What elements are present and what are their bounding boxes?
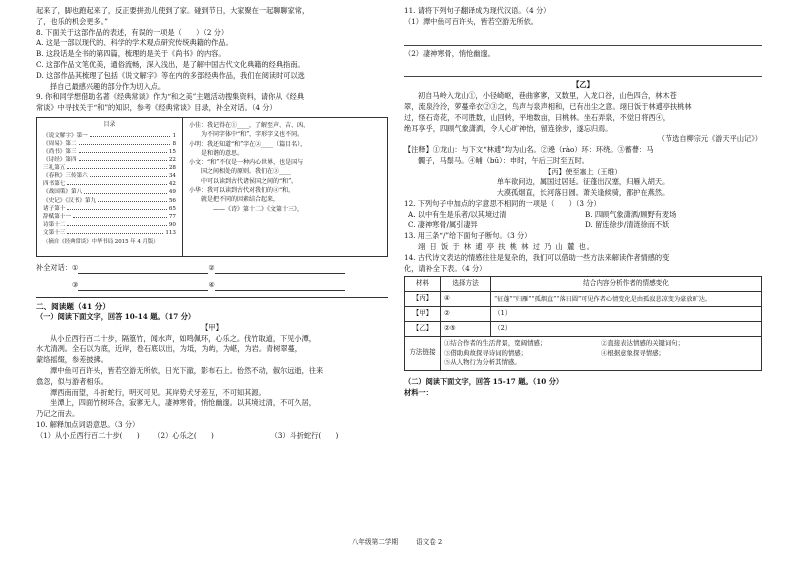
- q12-stem: 12. 下列句子中加点的字意思不相同的一项是（ ）（3 分）: [404, 198, 601, 208]
- jia-line: 翕忽，似与游者相乐。: [36, 376, 108, 386]
- table-row: [405, 322, 762, 337]
- catalog-entry: [43, 172, 176, 180]
- catalog-entry: [43, 180, 176, 188]
- q10-stem: 10. 解释加点词语意思。（3 分）: [36, 419, 140, 429]
- q13-stem: 13. 用三条“/”给下面句子断句。（3 分）: [404, 231, 532, 241]
- q14-stem-2: 化，请补全下表。（4 分）: [404, 263, 487, 273]
- catalog-entry-leader: [67, 229, 163, 234]
- bing-title: 【丙】使至塞上（王维）: [544, 167, 622, 176]
- catalog-title: 目录: [103, 120, 116, 128]
- catalog-entry-page: 22: [168, 156, 176, 163]
- catalog-entry-name: 辞赋第十一: [43, 213, 71, 220]
- yi-notes: [404, 145, 762, 167]
- dialog-line: 小明：我还知道“和”字在②____（篇目名），: [189, 140, 307, 148]
- jia-line: 水尤清冽。全石以为底，近岸，卷石底以出，为坻，为屿，为嵁，为岩。青树翠蔓，: [36, 344, 302, 354]
- cell-method: ②⑤: [441, 322, 491, 337]
- th-method: 选择方法: [441, 277, 491, 292]
- catalog-entry-name: 《尚书》第三: [43, 148, 77, 155]
- q13-sentence: 翊 日 饭 于 林 逋 亭 扶 桃 林 过 乃 山 麓 也。: [418, 242, 595, 252]
- fill-blank-2[interactable]: [215, 264, 345, 274]
- catalog-entry-leader: [67, 164, 166, 169]
- cell-analysis: “征蓬”“归雁”“孤烟直”“落日圆”可见作者心情变化是由孤寂悲凉变为豪放旷达。: [491, 292, 762, 307]
- yi-title: 【乙】: [572, 80, 594, 90]
- catalog-entry-name: 四书第七: [43, 181, 66, 188]
- catalog-entry-name: 《战国策》第八: [43, 189, 83, 196]
- left-column: [36, 6, 388, 442]
- cell-analysis[interactable]: （2）: [491, 322, 762, 337]
- q9-stem-2: 常谈》中寻找关于“和”的知识，参考《经典常谈》目录，补全对话。（4 分）: [36, 103, 277, 113]
- jia-line: 蒙络摇缀，参差披拂。: [36, 355, 108, 365]
- catalog-entry: [43, 188, 176, 196]
- q14-stem-1: 14. 古代诗文表达的情感往往是复杂的，我们可以借助一些方法来解读作者情感的变: [404, 252, 670, 262]
- catalog-entry-page: 42: [168, 181, 176, 188]
- catalog-entry-leader: [79, 156, 167, 161]
- dialog-line: 小文：“和”不仅是一种内心世界，也是国与: [189, 159, 304, 167]
- q10-item-1: （1）从小丘西行百二十步( ): [36, 430, 140, 440]
- intro-line-1: 起来了，脚也跑起来了，反正要拼劲儿使到了家。碰到节日，大家聚在一起聊聊家常，: [36, 6, 310, 15]
- catalog-entry-name: 《诗经》第四: [43, 156, 77, 163]
- catalog-entry-leader: [84, 188, 167, 193]
- q8-option-d: D. 这部作品其梳理了包括《说文解字》等在内的多部经典作品，我们在阅读时可以选: [36, 70, 305, 80]
- q10-items: [36, 431, 388, 442]
- catalog-entry-leader: [90, 172, 167, 177]
- catalog-entry-leader: [67, 205, 166, 210]
- q8-stem: 8. 下面关于这部作品的表述，有误的一项是（ ）（2 分）: [36, 27, 229, 37]
- q14-table: [404, 276, 762, 370]
- fill-blank-4[interactable]: [215, 281, 345, 291]
- divider: [36, 297, 388, 298]
- catalog-entry-page: 28: [168, 165, 176, 172]
- yi-text: [404, 91, 762, 145]
- q8-option-a: A. 这是一部以现代的、科学的学术观点研究传统典籍的作品。: [36, 38, 233, 48]
- q12-row-2: [404, 220, 762, 231]
- catalog-entry-name: 文第十三: [43, 229, 66, 236]
- footer-grade: 八年级第二学期: [351, 538, 398, 546]
- cell-method-label: 方法链接: [405, 337, 441, 371]
- q12-row-1: [404, 210, 762, 221]
- th-analysis: 结合内容分析作者的情感变化: [491, 277, 762, 292]
- table-header-row: [405, 277, 762, 292]
- catalog-entry-name: 诸子第十: [43, 205, 66, 212]
- cell-method: ②: [441, 307, 491, 322]
- table-row-methods: [405, 337, 762, 371]
- fill-blank-1[interactable]: [78, 264, 208, 274]
- q10-item-3: （3）斗折蛇行( ): [270, 430, 339, 440]
- catalog-entry-leader: [79, 140, 171, 145]
- catalog-entry: [43, 164, 176, 172]
- jia-text: [36, 334, 388, 420]
- cell-material: 【甲】: [405, 307, 441, 322]
- table-row: [405, 307, 762, 322]
- catalog-entry-page: 15: [168, 148, 176, 155]
- catalog-entry-name: 《周易》第二: [43, 140, 77, 147]
- catalog-entry-name: 诗第十二: [43, 221, 66, 228]
- sub2-title: （二）阅读下面文字，回答 15-17 题。（10 分）: [404, 376, 564, 386]
- q9-stem-1: 9. 你和同学想借助名著《经典常谈》作为“和之美”主题活动搜集资料，请你从《经典: [36, 92, 305, 102]
- fill-mark-4: ④: [208, 279, 215, 289]
- catalog-entry-name: 《说文解字》第一: [43, 132, 88, 139]
- intro-line-2: 了，也乐的机会更多。”: [36, 16, 108, 26]
- jia-line: 潭西南而望，斗折蛇行，明灭可见。其岸势犬牙差互，不可知其源。: [50, 387, 266, 397]
- catalog-entry-page: 65: [168, 205, 176, 212]
- q11-answer-2[interactable]: [404, 67, 762, 77]
- dialog-line: 国之间相处的原则。我们在③____: [189, 168, 292, 176]
- jia-line: 潭中鱼可百许头，皆若空游无所依，日光下澈，影布石上。佁然不动，俶尔远逝，往来: [50, 365, 324, 375]
- jia-title: 【甲】: [201, 322, 223, 332]
- catalog-entry-name: 《史记》《汉书》第九: [43, 197, 97, 204]
- catalog-entry-page: 113: [165, 229, 176, 236]
- bing-line-2: 大漠孤烟直，长河落日圆。萧关逢候骑，都护在燕然。: [496, 188, 670, 198]
- catalog-entry-leader: [79, 148, 167, 153]
- catalog-entry: [43, 229, 176, 237]
- q10-item-2: （2）心乐之( ): [153, 430, 214, 440]
- catalog-entry-page: 34: [168, 173, 176, 180]
- dialog-line: 中可以读到古代诸侯国之间的“和”。: [189, 177, 298, 185]
- dialog-line: 小华：我可以读到古代对我们的④“和，: [189, 187, 295, 195]
- method-row-1: [444, 339, 758, 349]
- dialog-line: 就是把不同的因素结合起来，: [189, 196, 280, 204]
- catalog-entry: [43, 148, 176, 156]
- catalog-entry: [43, 197, 176, 205]
- catalog-entry-page: 90: [168, 221, 176, 228]
- jia-line: 乃记之而去。: [36, 409, 80, 419]
- yi-line: 翠，流泉泠泠，萝蔓牵衣②③之，鸟声与泉声相和，已有出尘之意。翊日饭于林逋亭扶桃林: [404, 101, 692, 111]
- q11-item-1: （1）潭中鱼可百许头，皆若空游无所依。: [404, 16, 538, 26]
- cell-method[interactable]: ④: [441, 292, 491, 307]
- catalog-entry: [43, 205, 176, 213]
- catalog-entry-leader: [90, 132, 171, 137]
- catalog-entry-page: 8: [172, 140, 176, 147]
- q12-option-c: C. 凄神寒骨/属引凄异: [408, 220, 478, 230]
- catalog-entry-leader: [98, 197, 167, 202]
- catalog-entry-name: 《春秋》三传第六: [43, 173, 88, 180]
- method-item: ⑤从人物行为分析其情感。: [444, 358, 521, 367]
- q11-stem: 11. 请将下列句子翻译成为现代汉语。（4 分）: [404, 6, 551, 15]
- th-material: 材料: [405, 277, 441, 292]
- method-item: ④根据意象探寻情感；: [601, 348, 665, 357]
- footer-paper: 语文卷 2: [416, 538, 443, 546]
- catalog-entry: [43, 132, 176, 140]
- yi-note-line: 髑子，马鬃马。④晡（bū）：申时，午后三时至五时。: [418, 155, 589, 165]
- cell-method-list: [441, 337, 762, 371]
- q9-fill-row: [36, 263, 388, 274]
- catalog-entry-leader: [73, 213, 167, 218]
- q8-option-b: B. 这段话是全书的第四篇，梳理的是关于《尚书》的内容。: [36, 49, 226, 59]
- method-item: ②直接表达情感的关键词句；: [601, 339, 685, 347]
- fill-mark-3: ③: [72, 279, 79, 289]
- catalog-entry-page: 49: [168, 189, 176, 196]
- cell-material: 【乙】: [405, 322, 441, 337]
- jia-line: 从小丘西行百二十步，隔篁竹，闻水声，如鸣佩环，心乐之。伐竹取道，下见小潭，: [50, 333, 316, 343]
- q8-option-d-cont: 择自己最感兴趣的部分作为切入点。: [50, 81, 166, 91]
- fill-blank-3[interactable]: [78, 281, 208, 291]
- catalog-note: （摘自《经典常谈》中华书局 2015 年 4 月版）: [43, 239, 159, 246]
- catalog-entry: [43, 140, 176, 148]
- fill-mark-1: ①: [71, 262, 79, 272]
- catalog-entry-page: 1: [172, 132, 176, 139]
- catalog-entry: [43, 156, 176, 164]
- fill-mark-2: ②: [208, 262, 215, 272]
- dialog-line: ——《诗》第十二》《文第十三》，: [189, 205, 304, 213]
- q11-answer-1[interactable]: [404, 36, 762, 46]
- dialog-line: 是和谐的意思。: [189, 149, 244, 157]
- catalog-panel: [37, 118, 183, 256]
- page-footer: [0, 538, 794, 548]
- material-1-label: 材料一：: [404, 387, 433, 397]
- q9-fill-row-2: [36, 280, 388, 291]
- method-row-3: [444, 358, 758, 368]
- catalog-entry-page: 77: [168, 213, 176, 220]
- yi-note-line: 【注释】①龙山：与下文“林逋”均为山名。②遶（rào）环：环绕。③蓄瞢：马: [404, 145, 654, 155]
- section-2-title: 二、阅读题（41 分）: [36, 301, 110, 311]
- catalog-entry-leader: [67, 221, 166, 226]
- catalog-entry-name: 三礼第五: [43, 165, 66, 172]
- jia-line: 坐潭上，四面竹树环合，寂寥无人，凄神寒骨，悄怆幽邃。以其境过清，不可久居，: [50, 398, 316, 408]
- dialog-line: 为不同字体中“和”，字形字义也不同。: [189, 131, 304, 139]
- right-column: [404, 6, 762, 398]
- q12-option-a: A. 以中有生是乐者/以其境过清: [408, 209, 507, 219]
- method-item: ①结合作者的生活背景，宽阔情感；: [444, 339, 547, 347]
- q11-item-2: （2）凄神寒骨，悄怆幽邃。: [404, 48, 495, 58]
- bing-line-1: 单车欲问边，属国过居延。征蓬出汉塞，归雁入胡天。: [496, 177, 670, 187]
- cell-material: 【丙】: [405, 292, 441, 307]
- catalog-entry: [43, 213, 176, 221]
- dialog-line: 小佳：我记得在①____，了解至声、吉、凶、: [189, 121, 310, 129]
- cell-analysis[interactable]: （1）: [491, 307, 762, 322]
- method-row-2: [444, 349, 758, 359]
- sub1-title: （一）阅读下面文字，回答 10-14 题。（17 分）: [36, 311, 196, 321]
- yi-line: （节选自柳宗元《游天平山记》）: [657, 134, 762, 144]
- dialog-panel: [183, 118, 387, 256]
- catalog-entry-page: 56: [168, 197, 176, 204]
- q9-material-box: [36, 117, 388, 257]
- fill-label: 补全对话：: [36, 262, 72, 272]
- q12-option-b: B. 四顾气象潇洒/顾野有麦场: [585, 209, 677, 219]
- yi-line: 过，怪石奇花，不可胜数，山回转，平地数亩，曰桃林。坐石弄泉，不觉日将西④，: [404, 112, 670, 122]
- q8-option-c: C. 这部作品文笔优美，通俗流畅，深入浅出，是了解中国古代文化典籍的经典指南。: [36, 59, 305, 69]
- catalog-entry: [43, 221, 176, 229]
- method-item: ③借助典故探寻诗词的情感；: [444, 348, 528, 357]
- q12-option-d: D. 留连徐步/清涟徐而不妖: [585, 220, 670, 230]
- yi-line: 初自马岭入龙山①，小径崎岖，巷曲寥寥，又数里，入龙口谷，山色四合，林木苍: [418, 91, 677, 101]
- table-row: [405, 292, 762, 307]
- yi-line: 绝耳享乎，四顾气象潇洒，令人心旷神怡，留连徐步，遂忘归焉。: [404, 123, 613, 133]
- catalog-entry-leader: [67, 180, 166, 185]
- catalog-list: [43, 132, 176, 237]
